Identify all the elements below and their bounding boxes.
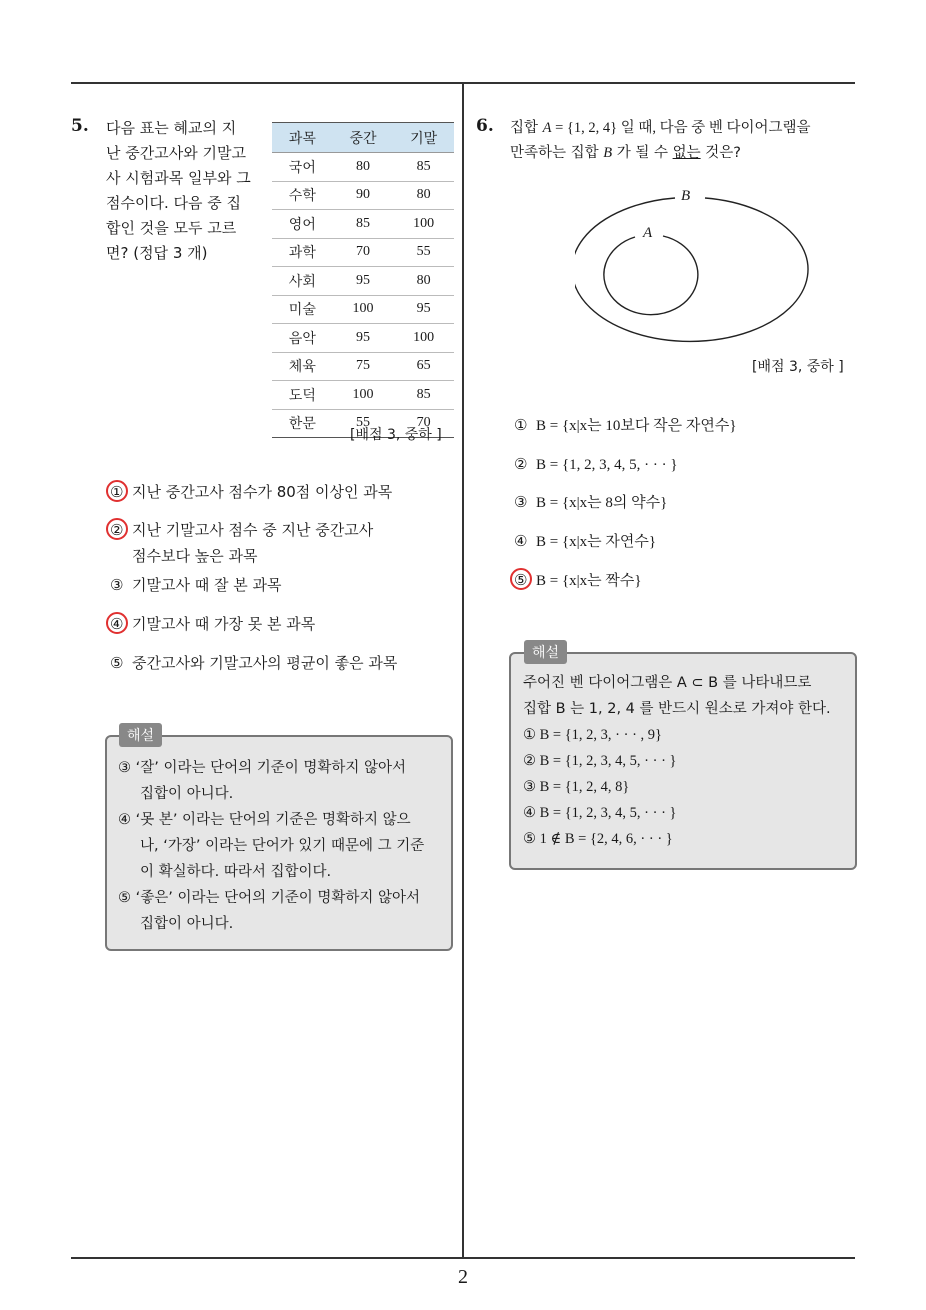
choice-text: 기말고사 때 가장 못 본 과목 bbox=[132, 615, 316, 633]
answer-mark-icon bbox=[106, 480, 128, 502]
answer-mark-icon bbox=[106, 612, 128, 634]
subject-cell: 국어 bbox=[272, 153, 333, 182]
subject-cell: 체육 bbox=[272, 352, 333, 381]
subject-cell: 영어 bbox=[272, 210, 333, 239]
subject-cell: 과학 bbox=[272, 238, 333, 267]
answer-mark-icon bbox=[510, 568, 532, 590]
final-cell: 70 bbox=[393, 409, 454, 438]
solution-line: ④ B = {1, 2, 3, 4, 5, · · · } bbox=[523, 805, 677, 821]
underlined-word: 없는 bbox=[672, 145, 701, 161]
q5-text-line: 난 중간고사와 기말고 bbox=[106, 144, 246, 162]
choice-number: ② bbox=[514, 455, 528, 473]
q5-choice-1[interactable] bbox=[110, 481, 392, 503]
header-subject: 과목 bbox=[272, 123, 333, 153]
q6-text-line bbox=[510, 141, 855, 166]
choice-text: B = {x|x는 짝수} bbox=[536, 573, 642, 589]
text-fragment: 만족하는 집합 bbox=[510, 145, 604, 161]
q5-choice-3[interactable] bbox=[110, 574, 281, 596]
q6-score-tag: [배점 3, 중하 ] bbox=[752, 359, 844, 375]
choice-number: ④ bbox=[110, 615, 124, 633]
choice-text: 지난 중간고사 점수가 80점 이상인 과목 bbox=[132, 483, 393, 501]
table-row bbox=[272, 181, 454, 210]
midterm-cell: 100 bbox=[333, 295, 394, 324]
q5-choice-5[interactable] bbox=[110, 652, 397, 674]
choice-text: 기말고사 때 잘 본 과목 bbox=[132, 576, 282, 594]
final-cell: 80 bbox=[393, 267, 454, 296]
bottom-rule bbox=[71, 1257, 855, 1259]
venn-inner-label: A bbox=[643, 225, 653, 241]
venn-outer-set bbox=[575, 198, 808, 341]
final-cell: 95 bbox=[393, 295, 454, 324]
midterm-cell: 75 bbox=[333, 352, 394, 381]
q5-text-line: 면? (정답 3 개) bbox=[106, 244, 208, 262]
math-var: B bbox=[603, 145, 613, 161]
solution-line: ③ B = {1, 2, 4, 8} bbox=[523, 779, 630, 795]
midterm-cell: 85 bbox=[333, 210, 394, 239]
solution-line: ⑤ 1 ∉ B = {2, 4, 6, · · · } bbox=[523, 831, 673, 847]
q5-choice-2-cont bbox=[132, 545, 257, 567]
choice-text: 지난 기말고사 점수 중 지난 중간고사 bbox=[132, 521, 374, 539]
venn-diagram bbox=[575, 185, 825, 345]
q6-choice-1[interactable] bbox=[514, 414, 737, 437]
subject-cell: 도덕 bbox=[272, 381, 333, 410]
math-var: A bbox=[542, 120, 552, 136]
final-cell: 85 bbox=[393, 153, 454, 182]
center-divider bbox=[462, 82, 464, 1258]
q5-number: 5. bbox=[71, 116, 89, 136]
table-row bbox=[272, 324, 454, 353]
venn-inner-set bbox=[604, 236, 698, 315]
q5-choice-4[interactable] bbox=[110, 613, 315, 635]
midterm-cell: 80 bbox=[333, 153, 394, 182]
q5-text-line: 다음 표는 혜교의 지 bbox=[106, 119, 237, 137]
solution-line: 나, ‘가장’ 이라는 단어가 있기 때문에 그 기준 bbox=[140, 838, 425, 854]
choice-number: ④ bbox=[514, 532, 528, 550]
q5-text-line: 합인 것을 모두 고르 bbox=[106, 219, 237, 237]
q5-choice-2[interactable] bbox=[110, 519, 373, 541]
midterm-cell: 95 bbox=[333, 267, 394, 296]
q6-text bbox=[510, 116, 855, 166]
q6-solution-label: 해설 bbox=[524, 640, 567, 664]
table-row bbox=[272, 295, 454, 324]
solution-line: ① B = {1, 2, 3, · · · , 9} bbox=[523, 727, 663, 743]
table-row bbox=[272, 352, 454, 381]
subject-cell: 사회 bbox=[272, 267, 333, 296]
final-cell: 85 bbox=[393, 381, 454, 410]
final-cell: 80 bbox=[393, 181, 454, 210]
subject-cell: 수학 bbox=[272, 181, 333, 210]
solution-line: 집합 B 는 1, 2, 4 를 반드시 원소로 가져야 한다. bbox=[523, 701, 831, 717]
midterm-cell: 55 bbox=[333, 409, 394, 438]
header-midterm: 중간 bbox=[333, 123, 394, 153]
choice-text: B = {x|x는 8의 약수} bbox=[536, 495, 668, 511]
choice-number: ① bbox=[514, 416, 528, 434]
q5-text-line: 사 시험과목 일부와 그 bbox=[106, 169, 251, 187]
choice-number: ① bbox=[110, 483, 124, 501]
final-cell: 55 bbox=[393, 238, 454, 267]
choice-number: ③ bbox=[514, 493, 528, 511]
choice-text: B = {1, 2, 3, 4, 5, · · · } bbox=[536, 457, 678, 473]
midterm-cell: 100 bbox=[333, 381, 394, 410]
subject-cell: 한문 bbox=[272, 409, 333, 438]
table-row bbox=[272, 267, 454, 296]
q6-number: 6. bbox=[476, 116, 494, 136]
subject-cell: 음악 bbox=[272, 324, 333, 353]
q6-choice-5[interactable] bbox=[514, 569, 642, 592]
q6-text-line bbox=[510, 116, 855, 141]
page-number: 2 bbox=[458, 1266, 468, 1288]
table-row bbox=[272, 381, 454, 410]
q5-score-tag: [배점 3, 중하 ] bbox=[350, 427, 442, 443]
q5-solution-label: 해설 bbox=[119, 723, 162, 747]
table-row bbox=[272, 238, 454, 267]
q6-solution-text bbox=[523, 670, 831, 852]
text-fragment: 집합 bbox=[510, 120, 543, 136]
choice-number: ⑤ bbox=[514, 571, 528, 589]
text-fragment: 것은? bbox=[700, 145, 741, 161]
solution-line: 주어진 벤 다이어그램은 A ⊂ B 를 나타내므로 bbox=[523, 675, 812, 691]
subject-cell: 미술 bbox=[272, 295, 333, 324]
solution-line: ⑤ ‘좋은’ 이라는 단어의 기준이 명확하지 않아서 bbox=[118, 890, 420, 906]
choice-text: B = {x|x는 자연수} bbox=[536, 534, 657, 550]
choice-text: B = {x|x는 10보다 작은 자연수} bbox=[536, 418, 737, 434]
choice-number: ② bbox=[110, 521, 124, 539]
table-row bbox=[272, 210, 454, 239]
final-cell: 65 bbox=[393, 352, 454, 381]
q5-solution-text bbox=[118, 755, 424, 937]
table-header-row bbox=[272, 123, 454, 153]
table-row bbox=[272, 153, 454, 182]
choice-text: 중간고사와 기말고사의 평균이 좋은 과목 bbox=[132, 654, 398, 672]
solution-line: ④ ‘못 본’ 이라는 단어의 기준은 명확하지 않으 bbox=[118, 812, 411, 828]
choice-text: 점수보다 높은 과목 bbox=[132, 547, 258, 565]
q6-choice-4[interactable] bbox=[514, 530, 656, 553]
text-fragment: = {1, 2, 4} 일 때, 다음 중 벤 다이어그램을 bbox=[551, 120, 811, 136]
text-fragment: 가 될 수 bbox=[612, 145, 673, 161]
choice-number: ⑤ bbox=[110, 654, 124, 672]
final-cell: 100 bbox=[393, 210, 454, 239]
q6-choice-2[interactable] bbox=[514, 453, 678, 476]
choice-number: ③ bbox=[110, 576, 124, 594]
midterm-cell: 70 bbox=[333, 238, 394, 267]
solution-line: ② B = {1, 2, 3, 4, 5, · · · } bbox=[523, 753, 677, 769]
answer-mark-icon bbox=[106, 518, 128, 540]
q5-text bbox=[106, 116, 256, 266]
solution-line: ③ ‘잘’ 이라는 단어의 기준이 명확하지 않아서 bbox=[118, 760, 406, 776]
score-table bbox=[272, 122, 454, 438]
q5-text-line: 점수이다. 다음 중 집 bbox=[106, 194, 241, 212]
solution-line: 집합이 아니다. bbox=[140, 786, 234, 802]
venn-outer-label: B bbox=[681, 188, 691, 204]
midterm-cell: 95 bbox=[333, 324, 394, 353]
solution-line: 집합이 아니다. bbox=[140, 916, 234, 932]
header-final: 기말 bbox=[393, 123, 454, 153]
q6-choice-3[interactable] bbox=[514, 491, 667, 514]
final-cell: 100 bbox=[393, 324, 454, 353]
midterm-cell: 90 bbox=[333, 181, 394, 210]
solution-line: 이 확실하다. 따라서 집합이다. bbox=[140, 864, 332, 880]
